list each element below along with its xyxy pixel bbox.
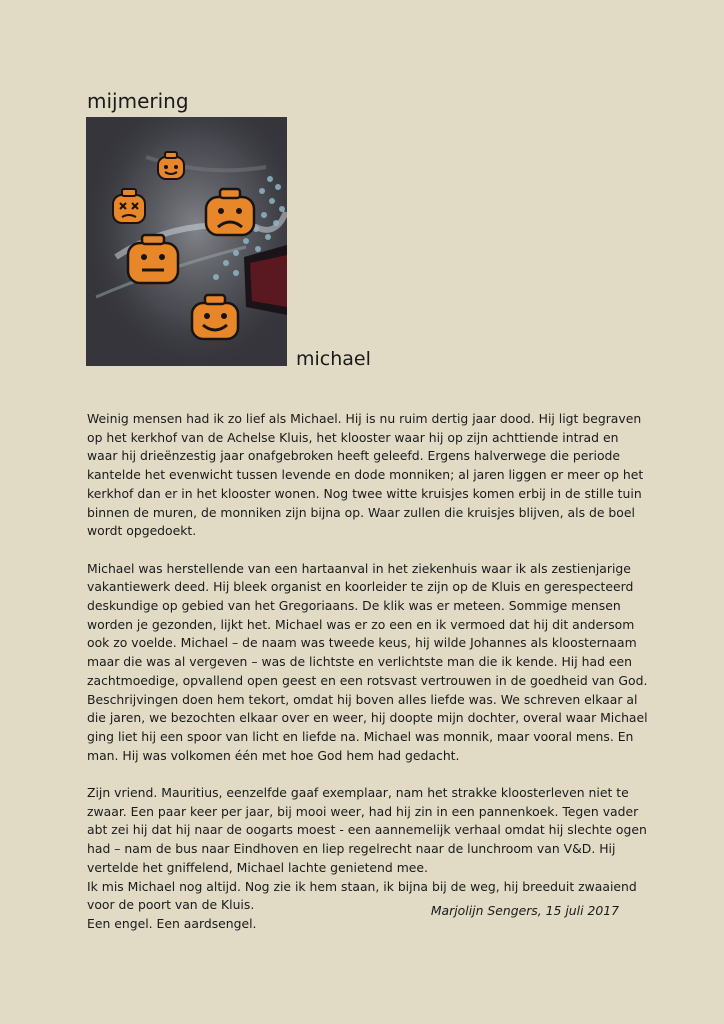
paragraph: Ik mis Michael nog altijd. Nog zie ik hem staan, ik bijna bij de weg, hij breeduit zwaaiend voor de poort van de Kluis. — [87, 878, 637, 913]
paragraph: Een engel. Een aardsengel. — [87, 915, 257, 931]
signature: Marjolijn Sengers, 15 juli 2017 — [430, 903, 619, 918]
paragraph: Weinig mensen had ik zo lief als Michael. Hij is nu ruim dertig jaar dood. Hij ligt begraven op het kerkhof van de Achelse Kluis, het klooster waar hij op zijn achttiende intrad en waar hij drieënzestig jaar onafgebroken heeft geleefd. Ergens halverwege die periode kantelde het evenwicht tussen levende en dode monniken; al jaren liggen er meer op het kerkhof dan er in het klooster wonen. Nog twee witte kruisjes komen erbij in de stille tuin binnen de muren, de monniken zijn bijna op. Waar zullen die kruisjes blijven, als de boel wordt opgedoekt. — [87, 411, 644, 539]
article-title: michael — [296, 348, 371, 370]
paragraph: Zijn vriend. Mauritius, eenzelfde gaaf exemplaar, nam het strakke kloosterleven niet te zwaar. Een paar keer per jaar, bij mooi weer, had hij zin in een pannenkoek. Tegen vader abt zei hij dat hij naar de oogarts moest - een aannemelijk verhaal omdat hij slechte ogen had – nam de bus naar Eindhoven en liep regelrecht naar de lunchroom van V&D. Hij vertelde het gniffelend, Michael lachte genietend mee. — [87, 785, 647, 875]
paragraph: Michael was herstellende van een hartaanval in het ziekenhuis waar ik als zestienjarige vakantiewerk deed. Hij bleek organist en koorleider te zijn op de Kluis en gerespecteerd deskundige op gebied van het Gregoriaans. De klik was er meteen. Sommige mensen worden je gezonden, lijkt het. Michael was er zo een en ik vermoed dat hij dit andersom ook zo voelde. Michael – de naam was tweede keus, hij wilde Johannes als kloosternaam maar die was al vergeven – was de lichtste en verlichtste man die ik kende. Hij had een zachtmoedige, opvallend open geest en een rotsvast vertrouwen in de goedheid van God. Beschrijvingen doen hem tekort, omdat hij boven alles liefde was. We schreven elkaar al die jaren, we bezochten elkaar over en weer, hij doopte mijn dochter, overal waar Michael ging liet hij een spoor van licht en liefde na. Michael was monnik, maar vooral mens. En man. Hij was volkomen één met hoe God hem had gedacht. — [87, 560, 648, 763]
article-body — [87, 410, 649, 934]
red-panel — [244, 245, 287, 315]
artwork-image — [86, 117, 287, 366]
section-heading: mijmering — [87, 89, 189, 113]
